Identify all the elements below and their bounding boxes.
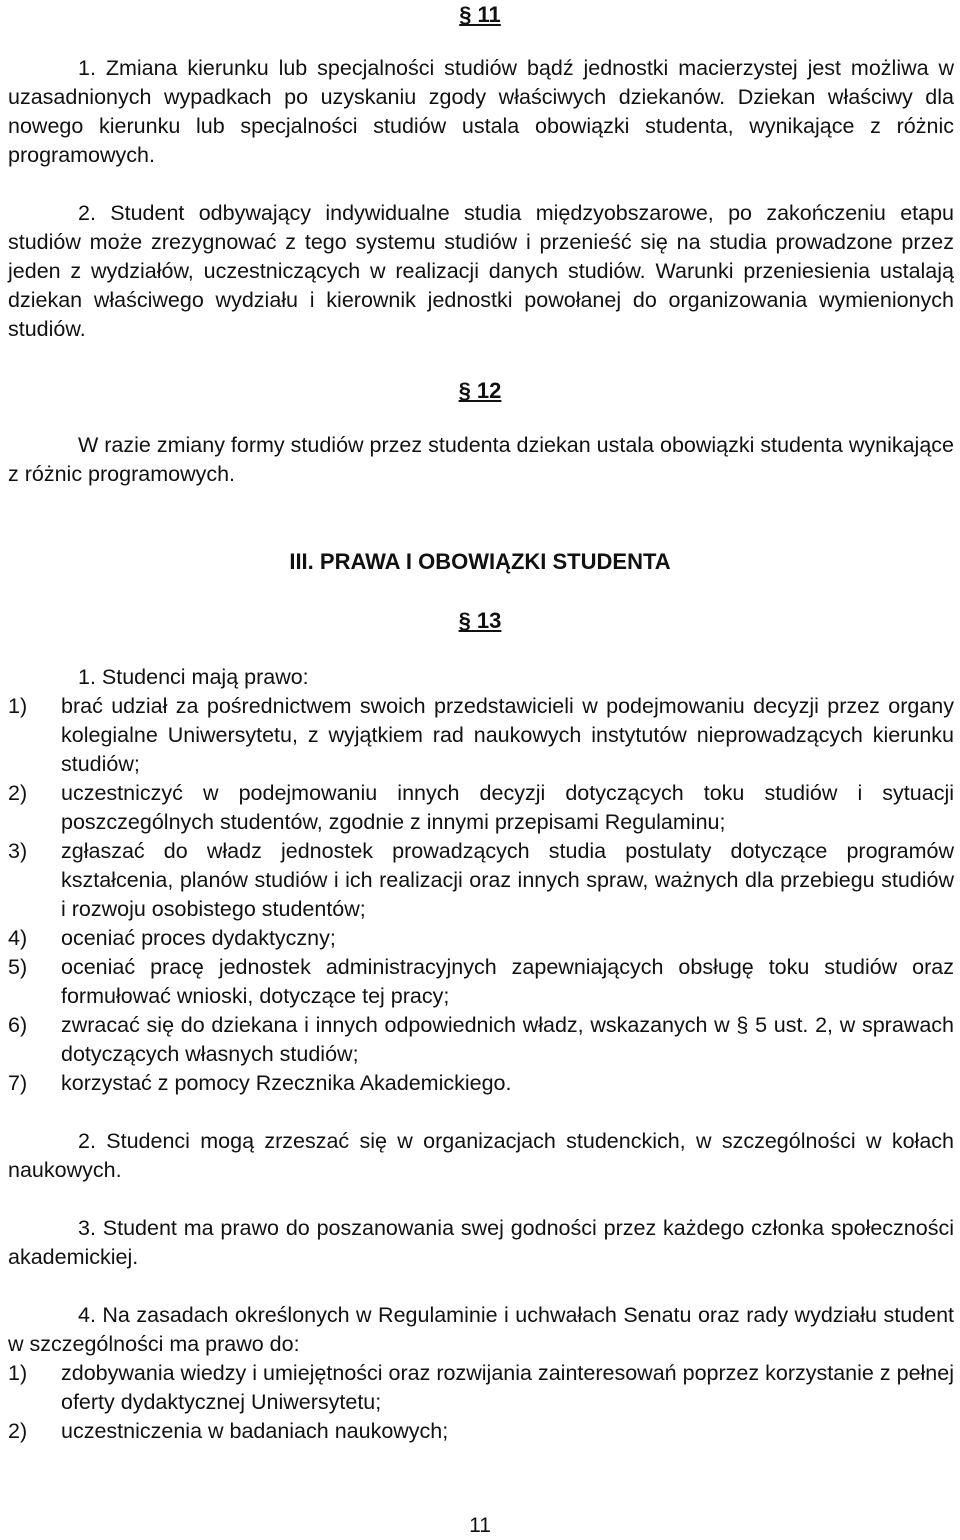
list-item-text: uczestniczenia w badaniach naukowych; xyxy=(61,1419,449,1443)
section-sign: § 12 xyxy=(458,378,502,403)
list-item-text: zdobywania wiedzy i umiejętności oraz rozwijania zainteresowań poprzez korzystanie z pełnej oferty dydaktycznej Uniwersytetu; xyxy=(61,1361,954,1414)
list-item xyxy=(8,953,954,1011)
list-item-number: 3) xyxy=(8,839,28,863)
list-item xyxy=(8,1359,954,1417)
paragraph-12 xyxy=(8,431,954,489)
section-sign: § 13 xyxy=(458,608,502,633)
list-item-number: 2) xyxy=(8,1419,28,1443)
paragraph-13-4 xyxy=(8,1301,954,1359)
list-item-text: korzystać z pomocy Rzecznika Akademickiego. xyxy=(61,1071,512,1095)
paragraph-text: 4. Na zasadach określonych w Regulaminie i uchwałach Senatu oraz rady wydziału student w szczególności ma prawo do: xyxy=(8,1303,954,1356)
list-item xyxy=(8,1069,954,1098)
list-item xyxy=(8,924,954,953)
paragraph-13-2 xyxy=(8,1127,954,1185)
paragraph-text: 2. Student odbywający indywidualne studia międzyobszarowe, po zakończeniu etapu studiów może zrezygnować z tego systemu studiów i przenieść się na studia prowadzone przez jeden z wydziałów, uczestniczących w realizacji danych studiów. Warunki przeniesienia ustalają dziekan właściwego wydziału i kierownik jednostki powołanej do organizowania wymienionych studiów. xyxy=(8,201,954,341)
list-item xyxy=(8,779,954,837)
paragraph-text: W razie zmiany formy studiów przez studenta dziekan ustala obowiązki studenta wynikające z różnic programowych. xyxy=(8,433,954,486)
list-item-number: 6) xyxy=(8,1013,28,1037)
paragraph-13-1-intro xyxy=(78,663,309,692)
page-number: 11 xyxy=(469,1514,491,1537)
list-item xyxy=(8,692,954,779)
list-item-number: 1) xyxy=(8,694,28,718)
list-item-text: zgłaszać do władz jednostek prowadzących studia postulaty dotyczące programów kształcenia, planów studiów i ich realizacji oraz innych spraw, ważnych dla przebiegu studiów i rozwoju osobistego studentów; xyxy=(61,839,954,921)
paragraph-text: 2. Studenci mogą zrzeszać się w organizacjach studenckich, w szczególności w kołach naukowych. xyxy=(8,1129,954,1182)
list-item xyxy=(8,1417,954,1446)
list-item-text: oceniać proces dydaktyczny; xyxy=(61,926,336,950)
list-item-number: 1) xyxy=(8,1361,28,1385)
paragraph-text: 1. Studenci mają prawo: xyxy=(78,665,309,689)
list-item-text: zwracać się do dziekana i innych odpowiednich władz, wskazanych w § 5 ust. 2, w sprawach dotyczących własnych studiów; xyxy=(61,1013,954,1066)
list-item xyxy=(8,837,954,924)
paragraph-text: 1. Zmiana kierunku lub specjalności studiów bądź jednostki macierzystej jest możliwa w uzasadnionych wypadkach po uzyskaniu zgody właściwych dziekanów. Dziekan właściwy dla nowego kierunku lub specjalności studiów ustala obowiązki studenta, wynikające z różnic programowych. xyxy=(8,56,954,167)
list-item-text: brać udział za pośrednictwem swoich przedstawicieli w podejmowaniu decyzji przez organy kolegialne Uniwersytetu, z wyjątkiem rad naukowych instytutów nieprowadzących kierunku studiów; xyxy=(61,694,954,776)
chapter-title-text: III. PRAWA I OBOWIĄZKI STUDENTA xyxy=(289,549,671,574)
section-heading-11 xyxy=(0,0,960,29)
list-item-number: 5) xyxy=(8,955,28,979)
list-item-text: oceniać pracę jednostek administracyjnych zapewniających obsługę toku studiów oraz formułować wnioski, dotyczące tej pracy; xyxy=(61,955,954,1008)
list-item-text: uczestniczyć w podejmowaniu innych decyzji dotyczących toku studiów i sytuacji poszczególnych studentów, zgodnie z innymi przepisami Regulaminu; xyxy=(61,781,954,834)
paragraph-11-1 xyxy=(8,54,954,170)
section-heading-13 xyxy=(0,606,960,635)
list-item-number: 4) xyxy=(8,926,28,950)
paragraph-13-3 xyxy=(8,1214,954,1272)
list-item-number: 7) xyxy=(8,1071,28,1095)
chapter-title xyxy=(0,547,960,576)
list-item xyxy=(8,1011,954,1069)
list-item-number: 2) xyxy=(8,781,28,805)
section-sign: § 11 xyxy=(459,2,501,27)
paragraph-11-2 xyxy=(8,199,954,344)
paragraph-text: 3. Student ma prawo do poszanowania swej godności przez każdego członka społeczności akademickiej. xyxy=(8,1216,954,1269)
section-heading-12 xyxy=(0,376,960,405)
